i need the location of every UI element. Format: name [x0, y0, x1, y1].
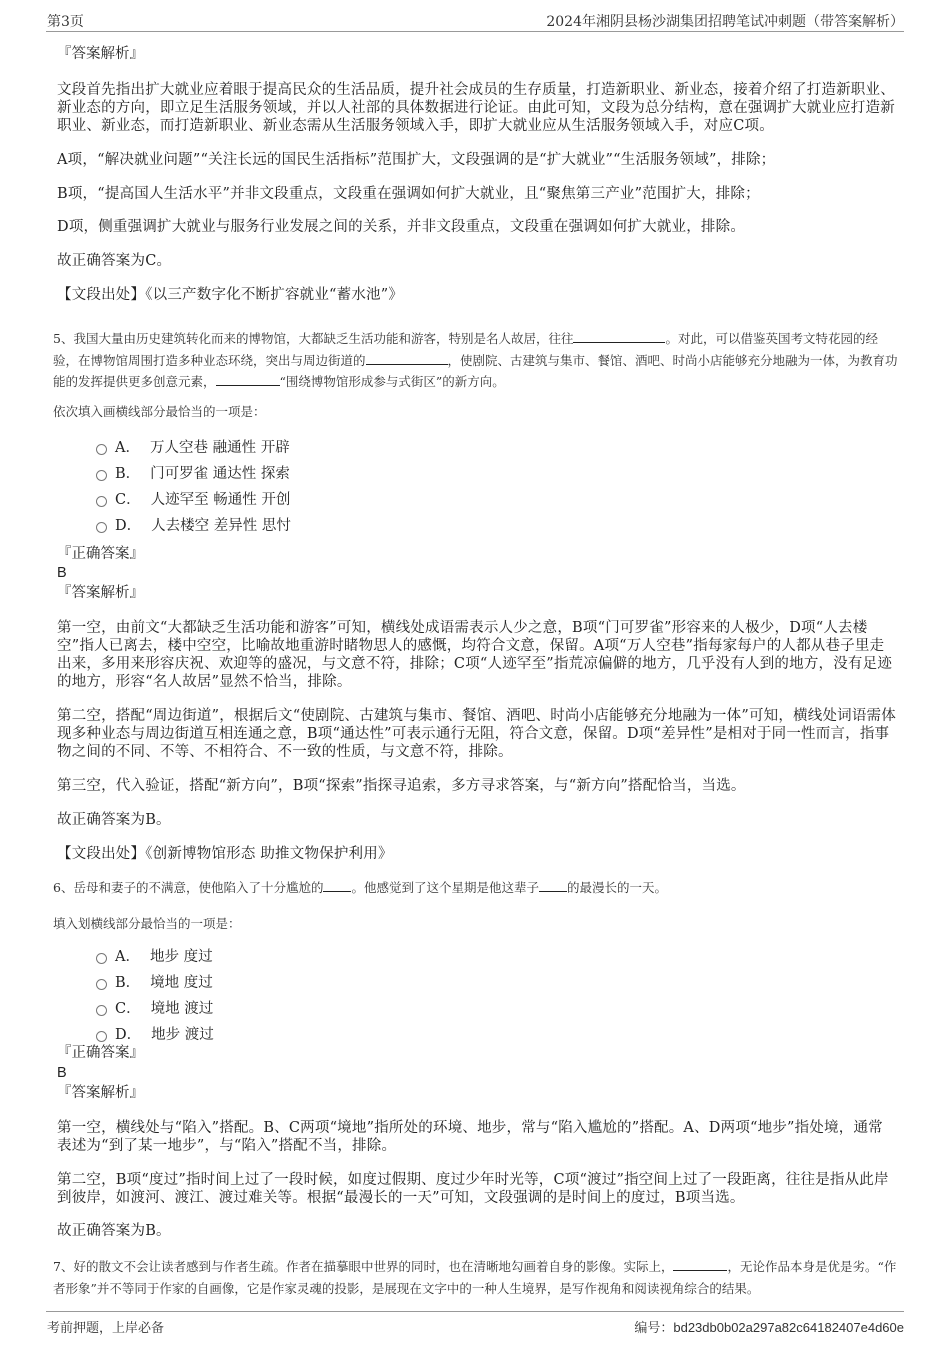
radio-icon[interactable]	[96, 979, 107, 990]
q6-answer-tag: 『正确答案』	[57, 1045, 144, 1061]
q5-analysis-paragraph-1: 第一空，由前文“大都缺乏生活功能和游客”可知，横线处成语需表示人少之意，B项“门可罗雀”形容来的人极少，D项“人去楼空”指人已离去，楼中空空，比喻故地重游时睹物思人的感慨，均符合文意，保留。A项“万人空巷”指每家每户的人都从巷子里走出来，多用来形容庆祝、欢迎等的盛况，与文意不符，排除；C项“人迹罕至”指荒凉偏僻的地方，几乎没有人到的地方，没有足迹的地方，形容“名人故居”显然不恰当，排除。	[57, 620, 893, 690]
q5-source: 【文段出处】《创新博物馆形态 助推文物保护利用》	[57, 846, 393, 862]
radio-icon[interactable]	[96, 1005, 107, 1016]
q6-answer: B	[57, 1065, 67, 1081]
document-title: 2024年湘阴县杨沙湖集团招聘笔试冲刺题（带答案解析）	[546, 14, 904, 30]
q5-answer: B	[57, 565, 67, 581]
q4-analysis-paragraph-4: D项，侧重强调扩大就业与服务行业发展之间的关系，并非文段重点，文段重在强调如何扩大就业，排除。	[57, 219, 746, 235]
q6-blank-2	[539, 880, 567, 892]
page-number: 第3页	[47, 14, 84, 30]
q6-analysis-tag: 『答案解析』	[57, 1085, 144, 1101]
q5-option-c[interactable]: C． 人迹罕至 畅通性 开创	[96, 490, 290, 510]
q5-blank-1	[573, 331, 665, 343]
header-divider	[46, 31, 904, 32]
q4-conclusion: 故正确答案为C。	[57, 253, 172, 269]
q5-option-d[interactable]: D． 人去楼空 差异性 思忖	[96, 516, 291, 536]
q6-option-d[interactable]: D． 地步 渡过	[96, 1025, 214, 1045]
q5-blank-3	[216, 374, 280, 386]
q6-option-b[interactable]: B． 境地 度过	[96, 973, 213, 993]
q5-conclusion: 故正确答案为B。	[57, 812, 171, 828]
q4-analysis-paragraph-1: 文段首先指出扩大就业应着眼于提高民众的生活品质，提升社会成员的生存质量，打造新职业、新业态，接着介绍了打造新职业、新业态的方向，即立足生活服务领域，并以人社部的具体数据进行论证。由此可知，文段为总分结构，意在强调扩大就业应打造新职业、新业态，而打造新职业、新业态需从生活服务领域入手，即扩大就业应从生活服务领域入手，对应C项。	[57, 82, 895, 134]
q6-conclusion: 故正确答案为B。	[57, 1223, 171, 1239]
footer-divider	[46, 1311, 904, 1312]
q7-stem: 7、好的散文不会让读者感到与作者生疏。作者在描摹眼中世界的同时，也在清晰地勾画着自身的影像。实际上， ，无论作品本身是优是劣。“作者形象”并不等同于作家的自画像，它是作家灵魂的投影，是展现在文字中的一种人生境界，是写作视角和阅读视角综合的结果。	[53, 1259, 897, 1296]
q5-blank-2	[366, 353, 448, 365]
radio-icon[interactable]	[96, 470, 107, 481]
footer-slogan: 考前押题，上岸必备	[47, 1321, 165, 1336]
q6-analysis-paragraph-1: 第一空，横线处与“陷入”搭配。B、C两项“境地”指所处的环境、地步，常与“陷入尴尬的”搭配。A、D两项“地步”指处境，通常表述为“到了某一地步”，与“陷入”搭配不当，排除。	[57, 1120, 883, 1154]
radio-icon[interactable]	[96, 522, 107, 533]
q5-analysis-paragraph-3: 第三空，代入验证，搭配“新方向”，B项“探索”指探寻追索，多方寻求答案，与“新方向”搭配恰当，当选。	[57, 778, 746, 794]
q4-analysis-paragraph-3: B项，“提高国人生活水平”并非文段重点，文段重在强调如何扩大就业，且“聚焦第三产业”范围扩大，排除；	[57, 186, 760, 202]
q7-blank-1	[673, 1259, 727, 1271]
q6-blank-1	[323, 880, 351, 892]
q5-stem: 5、我国大量由历史建筑转化而来的博物馆，大都缺乏生活功能和游客，特别是名人故居，往往 。对此，可以借鉴英国考文特花园的经验，在博物馆周围打造多种业态环绕，突出与周边街道的 ，使剧院、古建筑与集市、餐馆、酒吧、时尚小店能够充分地融为一体，为教育功能的发挥提供更多创意元素， “围绕博物馆形成参与式街区”的新方向。	[53, 331, 898, 389]
q5-option-b[interactable]: B． 门可罗雀 通达性 探索	[96, 464, 290, 484]
page-header	[0, 0, 950, 34]
q4-analysis-tag: 『答案解析』	[57, 46, 144, 62]
q4-analysis-paragraph-2: A项，“解决就业问题”“关注长远的国民生活指标”范围扩大，文段强调的是“扩大就业”“生活服务领域”，排除；	[57, 152, 776, 168]
radio-icon[interactable]	[96, 444, 107, 455]
q4-source: 【文段出处】《以三产数字化不断扩容就业“蓄水池”》	[57, 287, 404, 303]
radio-icon[interactable]	[96, 496, 107, 507]
q5-option-a[interactable]: A． 万人空巷 融通性 开辟	[96, 438, 290, 458]
q6-option-a[interactable]: A． 地步 度过	[96, 947, 213, 967]
q5-analysis-paragraph-2: 第二空，搭配“周边街道”，根据后文“使剧院、古建筑与集市、餐馆、酒吧、时尚小店能够充分地融为一体”可知，横线处词语需体现多种业态与周边街道互相连通之意，B项“通达性”可表示通行无阻，符合文意，保留。D项“差异性”是相对于同一性而言，指事物之间的不同、不等、不相符合、不一致的性质，与文意不符，排除。	[57, 708, 896, 760]
q5-answer-tag: 『正确答案』	[57, 546, 144, 562]
q6-prompt: 填入划横线部分最恰当的一项是：	[53, 916, 241, 931]
q5-prompt: 依次填入画横线部分最恰当的一项是：	[53, 404, 266, 419]
document-code-label: 编号：	[634, 1321, 674, 1336]
q5-analysis-tag: 『答案解析』	[57, 585, 144, 601]
radio-icon[interactable]	[96, 1031, 107, 1042]
q6-option-c[interactable]: C． 境地 渡过	[96, 999, 213, 1019]
q6-analysis-paragraph-2: 第二空，B项“度过”指时间上过了一段时候，如度过假期、度过少年时光等，C项“渡过”指空间上过了一段距离，往往是指从此岸到彼岸，如渡河、渡江、渡过难关等。根据“最漫长的一天”可知，文段强调的是时间上的度过，B项当选。	[57, 1172, 889, 1206]
q6-stem: 6、岳母和妻子的不满意，使他陷入了十分尴尬的 。他感觉到了这个星期是他这辈子 的最漫长的一天。	[53, 880, 667, 895]
page-footer	[0, 1306, 950, 1345]
document-code-value: bd23db0b02a297a82c64182407e4d60e	[673, 1320, 904, 1335]
document-code	[634, 1317, 904, 1336]
radio-icon[interactable]	[96, 953, 107, 964]
